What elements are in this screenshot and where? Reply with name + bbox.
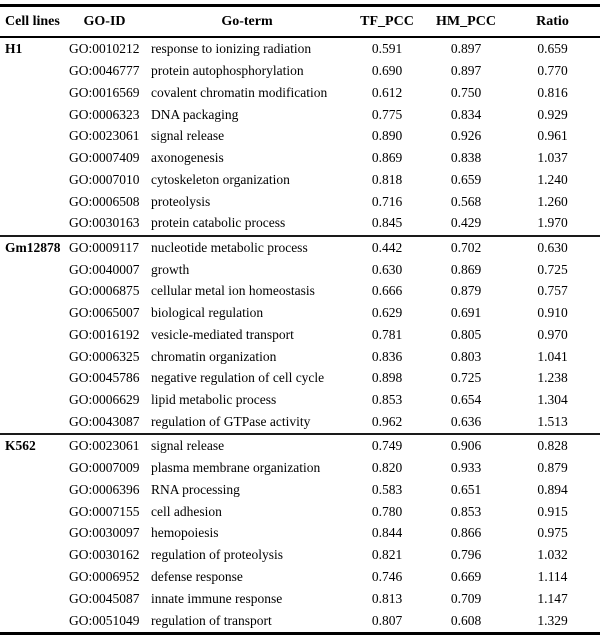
go-id-cell: GO:0030162	[69, 547, 140, 562]
table-row	[0, 346, 600, 368]
table-row	[0, 125, 600, 147]
cell-line-cell	[0, 212, 62, 235]
go-term-cell: hemopoiesis	[151, 525, 219, 541]
cell-line-cell	[0, 566, 62, 588]
table-row	[0, 82, 600, 104]
table-row	[0, 609, 600, 633]
tf-pcc-cell: 0.666	[371, 283, 403, 299]
ratio-cell: 1.147	[537, 590, 568, 606]
go-term-cell: DNA packaging	[151, 106, 239, 122]
go-term-cell: innate immune response	[151, 590, 283, 606]
go-term-cell: cytoskeleton organization	[151, 171, 290, 187]
go-id-cell: GO:0023061	[69, 128, 140, 144]
cell-line-cell	[0, 479, 62, 501]
table-row	[0, 104, 600, 126]
table-row	[0, 259, 600, 281]
table-row	[0, 434, 600, 457]
cell-line-cell	[0, 82, 62, 104]
tf-pcc-cell: 0.890	[371, 128, 403, 144]
tf-pcc-cell: 0.844	[371, 525, 403, 541]
go-term-cell: cellular metal ion homeostasis	[151, 283, 315, 299]
cell-line-cell	[0, 191, 62, 213]
hm-pcc-cell: 0.897	[450, 41, 482, 57]
cell-line-cell	[0, 346, 62, 368]
table-row	[0, 169, 600, 191]
hm-pcc-cell: 0.651	[450, 481, 482, 497]
go-term-cell: axonogenesis	[151, 150, 224, 165]
ratio-cell: 0.659	[537, 41, 568, 57]
table-row	[0, 191, 600, 213]
cell-line-cell	[0, 324, 62, 346]
go-id-cell: GO:0007009	[69, 460, 140, 475]
go-id-cell: GO:0007155	[69, 503, 140, 519]
go-term-cell: negative regulation of cell cycle	[151, 370, 325, 386]
tf-pcc-cell: 0.583	[371, 481, 403, 497]
hm-pcc-cell: 0.725	[450, 370, 482, 386]
col-header-cell-lines: Cell lines	[0, 6, 62, 38]
table-row	[0, 302, 600, 324]
ratio-cell: 0.879	[537, 460, 568, 475]
go-id-cell: GO:0006629	[69, 392, 140, 407]
go-id-cell: GO:0040007	[69, 261, 140, 277]
tf-pcc-cell: 0.818	[371, 171, 403, 187]
ratio-cell: 0.970	[537, 326, 568, 342]
go-term-cell: vesicle-mediated transport	[151, 326, 294, 342]
table-row	[0, 544, 600, 566]
go-id-cell: GO:0009117	[62, 236, 147, 259]
hm-pcc-cell: 0.866	[450, 525, 482, 541]
go-id-cell: GO:0006875	[69, 283, 140, 299]
go-term-cell: biological regulation	[151, 305, 264, 320]
cell-line-cell	[0, 302, 62, 324]
go-term-cell: regulation of transport	[151, 612, 272, 628]
cell-line-cell	[0, 501, 62, 523]
ratio-cell: 1.260	[537, 193, 568, 209]
go-term-table-figure	[0, 4, 600, 635]
tf-pcc-cell: 0.853	[371, 392, 403, 407]
tf-pcc-cell: 0.629	[371, 305, 403, 320]
cell-line-cell	[0, 147, 62, 169]
cell-line-cell: K562	[0, 434, 62, 457]
cell-line-cell	[0, 367, 62, 389]
tf-pcc-cell: 0.845	[371, 215, 403, 231]
cell-line-cell	[0, 588, 62, 610]
table-row	[0, 37, 600, 60]
go-term-cell: plasma membrane organization	[151, 460, 321, 475]
cell-line-cell	[0, 259, 62, 281]
hm-pcc-cell: 0.796	[450, 547, 482, 562]
go-term-cell: regulation of proteolysis	[151, 547, 283, 562]
table-row	[0, 60, 600, 82]
tf-pcc-cell: 0.807	[371, 612, 403, 628]
table-row	[0, 389, 600, 411]
go-term-cell: protein catabolic process	[151, 215, 286, 231]
cell-line-cell	[0, 60, 62, 82]
table-row	[0, 479, 600, 501]
go-term-cell: proteolysis	[151, 193, 211, 209]
go-id-cell: GO:0007010	[69, 171, 140, 187]
table-row	[0, 457, 600, 479]
ratio-cell: 0.757	[537, 283, 568, 299]
cell-line-cell	[0, 457, 62, 479]
tf-pcc-cell: 0.749	[347, 434, 427, 457]
tf-pcc-cell: 0.781	[371, 326, 403, 342]
go-term-cell: cell adhesion	[151, 503, 222, 519]
go-term-cell: chromatin organization	[151, 348, 277, 364]
go-id-cell: GO:0051049	[69, 612, 140, 628]
table-row	[0, 212, 600, 235]
go-id-cell: GO:0006325	[69, 348, 140, 364]
go-term-cell: response to ionizing radiation	[151, 41, 312, 57]
ratio-cell: 1.513	[537, 413, 568, 429]
tf-pcc-cell: 0.821	[371, 547, 403, 562]
ratio-cell: 1.970	[537, 215, 568, 231]
ratio-cell: 1.032	[537, 547, 568, 562]
hm-pcc-cell: 0.805	[450, 326, 482, 342]
tf-pcc-cell: 0.442	[347, 236, 427, 259]
hm-pcc-cell: 0.803	[450, 348, 482, 364]
go-term-cell: protein autophosphorylation	[151, 63, 304, 78]
tf-pcc-cell: 0.898	[371, 370, 403, 386]
hm-pcc-cell: 0.691	[450, 305, 482, 320]
col-header-go-term: Go-term	[147, 6, 347, 38]
go-term-cell: defense response	[151, 568, 243, 584]
table-row	[0, 566, 600, 588]
cell-line-cell	[0, 522, 62, 544]
col-header-go-id: GO-ID	[62, 6, 147, 38]
go-id-cell: GO:0045786	[69, 370, 140, 386]
cell-line-cell: Gm12878	[0, 236, 62, 259]
header-row	[0, 6, 600, 38]
go-id-cell: GO:0030097	[69, 525, 140, 541]
go-id-cell: GO:0010212	[69, 41, 140, 57]
cell-line-cell	[0, 609, 62, 633]
tf-pcc-cell: 0.962	[371, 413, 403, 429]
ratio-cell: 0.828	[505, 434, 600, 457]
go-id-cell: GO:0006396	[69, 481, 140, 497]
hm-pcc-cell: 0.709	[450, 590, 482, 606]
hm-pcc-cell: 0.750	[450, 84, 482, 100]
table-row	[0, 280, 600, 302]
col-header-hm-pcc: HM_PCC	[427, 6, 505, 38]
tf-pcc-cell: 0.612	[371, 84, 403, 100]
hm-pcc-cell: 0.838	[450, 150, 482, 165]
table-row	[0, 411, 600, 434]
tf-pcc-cell: 0.716	[371, 193, 403, 209]
go-id-cell: GO:0046777	[69, 63, 140, 78]
table-row	[0, 588, 600, 610]
hm-pcc-cell: 0.926	[450, 128, 482, 144]
tf-pcc-cell: 0.820	[371, 460, 403, 475]
go-term-cell: covalent chromatin modification	[151, 84, 328, 100]
go-id-cell: GO:0016192	[69, 326, 140, 342]
col-header-ratio: Ratio	[505, 6, 600, 38]
hm-pcc-cell: 0.879	[450, 283, 482, 299]
hm-pcc-cell: 0.906	[427, 434, 505, 457]
hm-pcc-cell: 0.568	[450, 193, 482, 209]
go-id-cell: GO:0065007	[69, 305, 140, 320]
ratio-cell: 0.725	[537, 261, 568, 277]
ratio-cell: 1.304	[537, 392, 568, 407]
hm-pcc-cell: 0.659	[450, 171, 482, 187]
ratio-cell: 1.329	[537, 612, 568, 628]
go-id-cell: GO:0007409	[69, 150, 140, 165]
go-term-cell: growth	[151, 261, 190, 277]
tf-pcc-cell: 0.869	[371, 150, 403, 165]
table-row	[0, 501, 600, 523]
cell-line-cell	[0, 280, 62, 302]
ratio-cell: 0.894	[537, 481, 568, 497]
table-row	[0, 147, 600, 169]
cell-line-cell	[0, 544, 62, 566]
hm-pcc-cell: 0.933	[450, 460, 482, 475]
ratio-cell: 0.630	[505, 236, 600, 259]
ratio-cell: 0.975	[537, 525, 568, 541]
col-header-tf-pcc: TF_PCC	[347, 6, 427, 38]
hm-pcc-cell: 0.669	[450, 568, 482, 584]
ratio-cell: 1.041	[537, 348, 568, 364]
go-term-cell: nucleotide metabolic process	[147, 236, 347, 259]
tf-pcc-cell: 0.591	[371, 41, 403, 57]
ratio-cell: 0.770	[537, 63, 568, 78]
go-id-cell: GO:0023061	[62, 434, 147, 457]
ratio-cell: 0.910	[537, 305, 568, 320]
ratio-cell: 1.037	[537, 150, 568, 165]
go-id-cell: GO:0006508	[69, 193, 140, 209]
tf-pcc-cell: 0.780	[371, 503, 403, 519]
cell-line-cell	[0, 104, 62, 126]
go-id-cell: GO:0045087	[69, 590, 140, 606]
hm-pcc-cell: 0.429	[450, 215, 482, 231]
ratio-cell: 0.816	[537, 84, 568, 100]
ratio-cell: 1.240	[537, 171, 568, 187]
table-row	[0, 367, 600, 389]
tf-pcc-cell: 0.690	[371, 63, 403, 78]
go-term-cell: signal release	[151, 128, 225, 144]
hm-pcc-cell: 0.636	[450, 413, 482, 429]
hm-pcc-cell: 0.853	[450, 503, 482, 519]
go-term-pcc-table	[0, 4, 600, 635]
ratio-cell: 0.915	[537, 503, 568, 519]
go-id-cell: GO:0030163	[69, 215, 140, 231]
ratio-cell: 0.961	[537, 128, 568, 144]
cell-line-cell: H1	[5, 41, 23, 57]
go-id-cell: GO:0006952	[69, 568, 140, 584]
go-id-cell: GO:0006323	[69, 106, 140, 122]
ratio-cell: 1.114	[537, 568, 568, 584]
go-term-cell: regulation of GTPase activity	[151, 413, 311, 429]
go-id-cell: GO:0043087	[69, 413, 140, 429]
hm-pcc-cell: 0.608	[450, 612, 482, 628]
go-term-cell: signal release	[147, 434, 347, 457]
cell-line-cell	[0, 389, 62, 411]
ratio-cell: 0.929	[537, 106, 568, 122]
go-term-cell: RNA processing	[151, 481, 240, 497]
hm-pcc-cell: 0.654	[450, 392, 482, 407]
tf-pcc-cell: 0.746	[371, 568, 403, 584]
hm-pcc-cell: 0.869	[450, 261, 482, 277]
tf-pcc-cell: 0.630	[371, 261, 403, 277]
table-row	[0, 236, 600, 259]
cell-line-cell	[0, 125, 62, 147]
cell-line-cell	[0, 169, 62, 191]
table-row	[0, 522, 600, 544]
tf-pcc-cell: 0.836	[371, 348, 403, 364]
hm-pcc-cell: 0.897	[450, 63, 482, 78]
table-row	[0, 324, 600, 346]
go-id-cell: GO:0016569	[69, 84, 140, 100]
ratio-cell: 1.238	[537, 370, 568, 386]
cell-line-cell	[0, 411, 62, 434]
hm-pcc-cell: 0.834	[450, 106, 482, 122]
go-term-cell: lipid metabolic process	[151, 392, 277, 407]
tf-pcc-cell: 0.775	[371, 106, 403, 122]
hm-pcc-cell: 0.702	[427, 236, 505, 259]
tf-pcc-cell: 0.813	[371, 590, 403, 606]
